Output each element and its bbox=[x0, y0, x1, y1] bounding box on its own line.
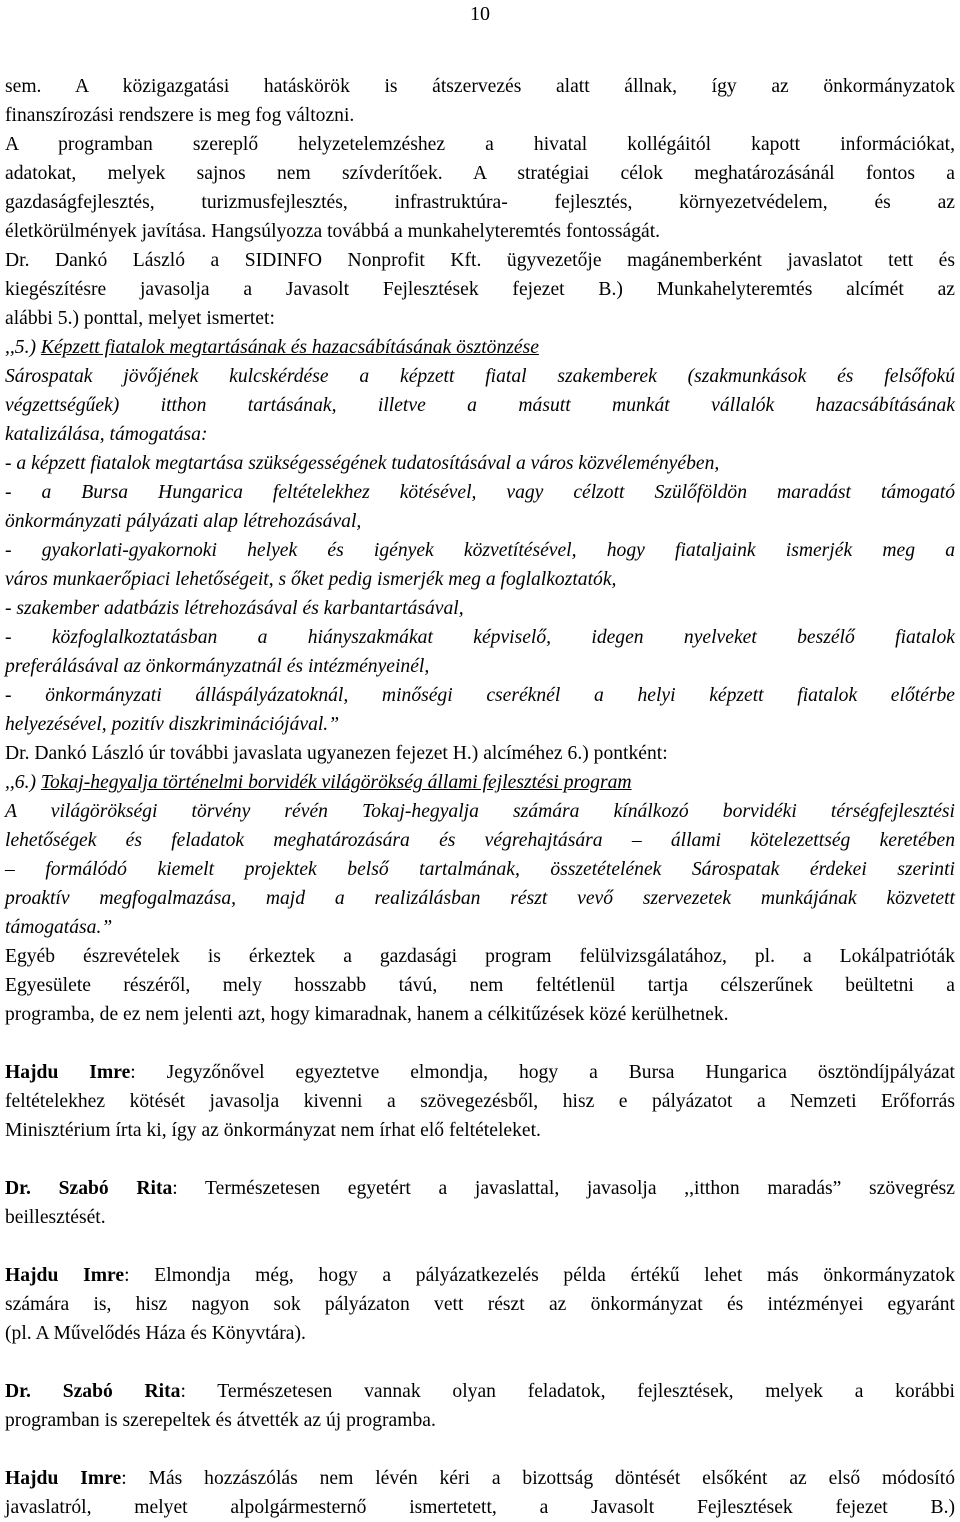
text-line: alábbi 5.) ponttal, melyet ismertet: bbox=[5, 308, 275, 329]
spacer bbox=[5, 1029, 955, 1058]
text-line: sem. A közigazgatási hatáskörök is átszervezés alatt állnak, így az önkormányzatok bbox=[5, 76, 955, 97]
text-line: végzettségűek) itthon tartásának, illetve a másutt munkát vállalók hazacsábításának bbox=[5, 395, 955, 416]
spacer bbox=[5, 1348, 955, 1377]
speaker-name: Dr. Szabó Rita bbox=[5, 1381, 181, 1402]
quote-number: ,,5.) bbox=[5, 337, 41, 358]
list-item: - gyakorlati-gyakornoki helyek és igények közvetítésével, hogy fiataljaink ismerjék meg a bbox=[5, 540, 955, 561]
text-line: támogatása.” bbox=[5, 917, 113, 938]
text-line: önkormányzati pályázati alap létrehozásával, bbox=[5, 511, 362, 532]
text-line: A programban szereplő helyzetelemzéshez a hivatal kollégáitól kapott információkat, bbox=[5, 134, 955, 155]
quote-heading bbox=[5, 333, 955, 362]
speaker-name: Dr. Szabó Rita bbox=[5, 1178, 173, 1199]
text-line: beillesztését. bbox=[5, 1207, 106, 1228]
quote-point-5 bbox=[5, 333, 955, 739]
text-line: adatokat, melyek sajnos nem szívderítőek. A stratégiai célok meghatározásánál fontos a bbox=[5, 163, 955, 184]
statement-text: : Más hozzászólás nem lévén kéri a bizottság döntését elsőként az első módosító bbox=[121, 1468, 955, 1489]
list-item: - önkormányzati álláspályázatoknál, minőségi cseréknél a helyi képzett fiatalok előtérbe bbox=[5, 685, 955, 706]
text-line: helyezésével, pozitív diszkriminációjával.” bbox=[5, 714, 340, 735]
quote-heading bbox=[5, 768, 955, 797]
text-line bbox=[5, 1174, 955, 1203]
text-line bbox=[5, 1377, 955, 1406]
text-line: Minisztérium írta ki, így az önkormányzat nem írhat elő feltételeket. bbox=[5, 1120, 541, 1141]
paragraph-situation-analysis bbox=[5, 130, 955, 246]
statement-text: : Természetesen vannak olyan feladatok, fejlesztések, melyek a korábbi bbox=[180, 1381, 955, 1402]
list-item: - a Bursa Hungarica feltételekhez kötésével, vagy célzott Szülőföldön maradást támogató bbox=[5, 482, 955, 503]
text-line: Sárospatak jövőjének kulcskérdése a képzett fiatal szakemberek (szakmunkások és felsőfokú bbox=[5, 366, 955, 387]
paragraph-intro bbox=[5, 72, 955, 130]
speaker-statement bbox=[5, 1261, 955, 1348]
text-line: programban is szerepeltek és átvették az új programba. bbox=[5, 1410, 436, 1431]
quote-title: Képzett fiatalok megtartásának és hazacsábításának ösztönzése bbox=[40, 337, 539, 358]
text-line: Egyéb észrevételek is érkeztek a gazdasági program felülvizsgálatához, pl. a Lokálpatrióták bbox=[5, 946, 955, 967]
quote-number: ,,6.) bbox=[5, 772, 41, 793]
document-body bbox=[5, 72, 955, 1522]
text-line: kiegészítésre javasolja a Javasolt Fejlesztések fejezet B.) Munkahelyteremtés alcímét az bbox=[5, 279, 955, 300]
quote-point-6 bbox=[5, 768, 955, 942]
page-number: 10 bbox=[470, 3, 490, 25]
text-line: Egyesülete részéről, mely hosszabb távú, nem feltétlenül tartja célszerűnek beültetni a bbox=[5, 975, 955, 996]
quote-title: Tokaj-hegyalja történelmi borvidék világörökség állami fejlesztési program bbox=[40, 772, 632, 793]
text-line: gazdaságfejlesztés, turizmusfejlesztés, infrastruktúra- fejlesztés, környezetvédelem, és az bbox=[5, 192, 955, 213]
list-item: - közfoglalkoztatásban a hiányszakmákat képviselő, idegen nyelveket beszélő fiatalok bbox=[5, 627, 955, 648]
text-line: finanszírozási rendszere is meg fog változni. bbox=[5, 105, 355, 126]
text-line: város munkaerőpiaci lehetőségeit, s őket pedig ismerjék meg a foglalkoztatók, bbox=[5, 569, 617, 590]
list-item: - a képzett fiatalok megtartása szükségességének tudatosításával a város közvéleményében, bbox=[5, 453, 720, 474]
spacer bbox=[5, 1435, 955, 1464]
paragraph-other-remarks bbox=[5, 942, 955, 1029]
speaker-name: Hajdu Imre bbox=[5, 1062, 131, 1083]
text-line bbox=[5, 1464, 955, 1493]
speaker-statement bbox=[5, 1174, 955, 1232]
statement-text: : Természetesen egyetért a javaslattal, javasolja ,,itthon maradás” szövegrész bbox=[172, 1178, 955, 1199]
list-item: - szakember adatbázis létrehozásával és karbantartásával, bbox=[5, 598, 464, 619]
speaker-name: Hajdu Imre bbox=[5, 1265, 125, 1286]
text-line bbox=[5, 1058, 955, 1087]
speaker-statement bbox=[5, 1058, 955, 1145]
statement-text: : Jegyzőnővel egyeztetve elmondja, hogy a Bursa Hungarica ösztöndíjpályázat bbox=[130, 1062, 955, 1083]
text-line: számára is, hisz nagyon sok pályázaton vett részt az önkormányzat és intézményei egyaránt bbox=[5, 1294, 955, 1315]
text-line bbox=[5, 1261, 955, 1290]
text-line: – formálódó kiemelt projektek belső tartalmának, összetételének Sárospatak érdekei szerinti bbox=[5, 859, 955, 880]
text-line: Dr. Dankó László a SIDINFO Nonprofit Kft. ügyvezetője magánemberként javaslatot tett és bbox=[5, 250, 955, 271]
text-line: feltételekhez kötését javasolja kivenni a szövegezésből, hisz e pályázatot a Nemzeti Erőforrás bbox=[5, 1091, 955, 1112]
spacer bbox=[5, 1145, 955, 1174]
text-line: (pl. A Művelődés Háza és Könyvtára). bbox=[5, 1323, 306, 1344]
spacer bbox=[5, 1232, 955, 1261]
speaker-statement bbox=[5, 1464, 955, 1522]
speaker-statement bbox=[5, 1377, 955, 1435]
paragraph-danko-proposal bbox=[5, 246, 955, 333]
statement-text: : Elmondja még, hogy a pályázatkezelés példa értékű lehet más önkormányzatok bbox=[124, 1265, 955, 1286]
paragraph-danko-second: Dr. Dankó László úr további javaslata ugyanezen fejezet H.) alcíméhez 6.) pontként: bbox=[5, 743, 668, 764]
text-line: A világörökségi törvény révén Tokaj-hegyalja számára kínálkozó borvidéki térségfejlesztési bbox=[5, 801, 955, 822]
speaker-name: Hajdu Imre bbox=[5, 1468, 122, 1489]
text-line: proaktív megfogalmazása, majd a realizálásban részt vevő szervezetek munkájának közvetett bbox=[5, 888, 955, 909]
text-line: életkörülmények javítása. Hangsúlyozza továbbá a munkahelyteremtés fontosságát. bbox=[5, 221, 661, 242]
text-line: preferálásával az önkormányzatnál és intézményeinél, bbox=[5, 656, 430, 677]
text-line: programba, de ez nem jelenti azt, hogy kimaradnak, hanem a célkitűzések közé kerülhetnek. bbox=[5, 1004, 729, 1025]
text-line: lehetőségek és feladatok meghatározására és végrehajtására – állami kötelezettség keretében bbox=[5, 830, 955, 851]
text-line: javaslatról, melyet alpolgármesternő ismertetett, a Javasolt Fejlesztések fejezet B.) bbox=[5, 1497, 955, 1518]
text-line: katalizálása, támogatása: bbox=[5, 424, 208, 445]
